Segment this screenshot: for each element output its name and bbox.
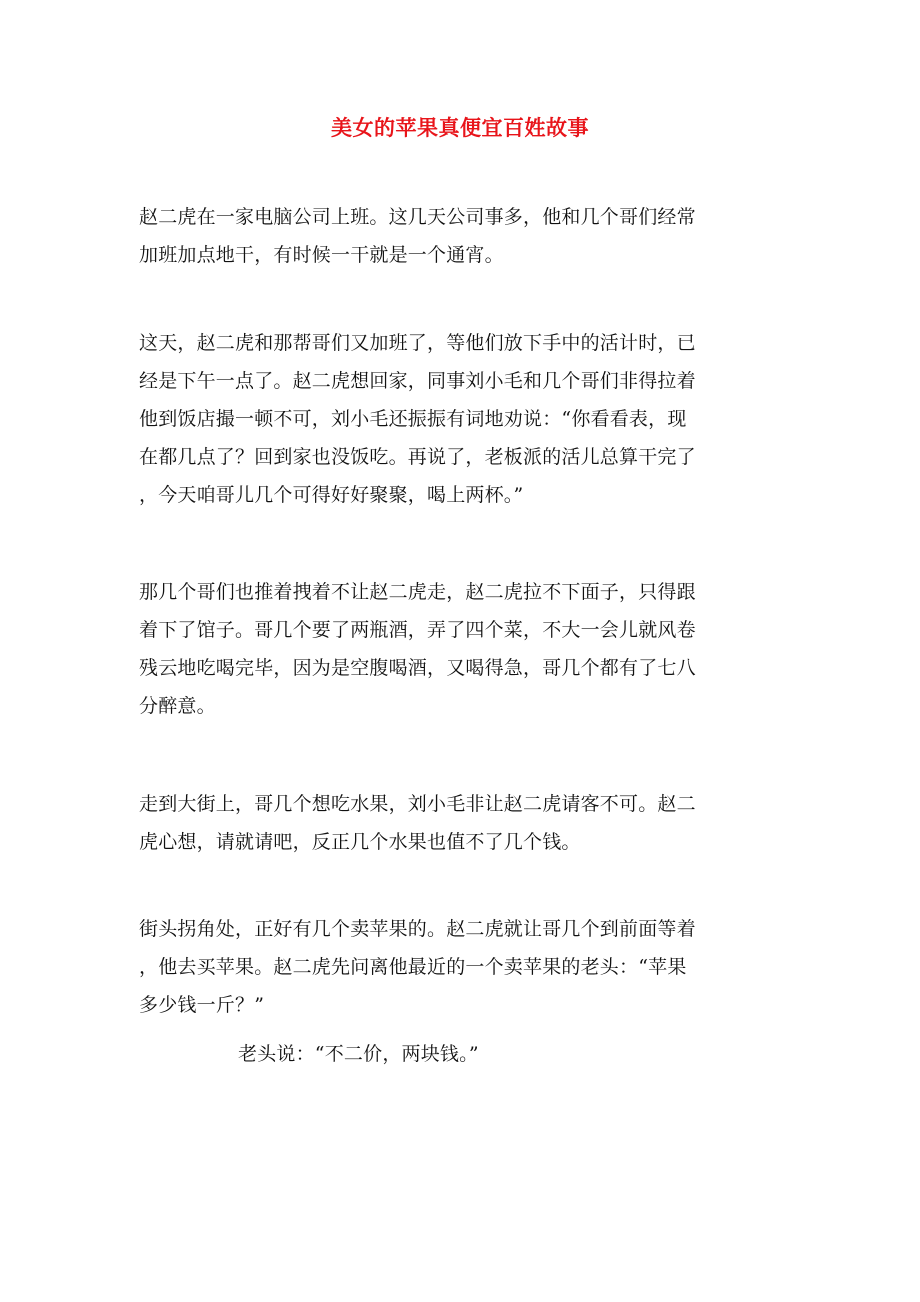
paragraph-line: 走到大街上，哥几个想吃水果，刘小毛非让赵二虎请客不可。赵二 bbox=[139, 793, 696, 815]
paragraph-line: 分醉意。 bbox=[139, 695, 216, 717]
paragraph-line: 残云地吃喝完毕，因为是空腹喝酒，又喝得急，哥几个都有了七八 bbox=[139, 657, 696, 679]
paragraph-line: 多少钱一斤？” bbox=[139, 994, 265, 1016]
paragraph-line: 赵二虎在一家电脑公司上班。这几天公司事多，他和几个哥们经常 bbox=[139, 206, 696, 228]
paragraph-3 bbox=[139, 573, 771, 725]
paragraph-2 bbox=[139, 324, 771, 514]
paragraph-line: ，他去买苹果。赵二虎先问离他最近的一个卖苹果的老头：“苹果 bbox=[139, 956, 687, 978]
paragraph-line: 街头拐角处，正好有几个卖苹果的。赵二虎就让哥几个到前面等着 bbox=[139, 918, 696, 940]
paragraph-4 bbox=[139, 785, 771, 861]
paragraph-line: 他到饭店撮一顿不可，刘小毛还振振有词地劝说：“你看看表，现 bbox=[139, 408, 687, 430]
paragraph-line: 虎心想，请就请吧，反正几个水果也值不了几个钱。 bbox=[139, 831, 581, 853]
paragraph-line: 那几个哥们也推着拽着不让赵二虎走，赵二虎拉不下面子，只得跟 bbox=[139, 581, 696, 603]
paragraph-line: ，今天咱哥儿几个可得好好聚聚，喝上两杯。” bbox=[139, 484, 524, 506]
paragraph-line: 在都几点了？回到家也没饭吃。再说了，老板派的活儿总算干完了 bbox=[139, 446, 696, 468]
paragraph-line: 经是下午一点了。赵二虎想回家，同事刘小毛和几个哥们非得拉着 bbox=[139, 370, 696, 392]
page-title: 美女的苹果真便宜百姓故事 bbox=[331, 115, 589, 140]
paragraph-1 bbox=[139, 198, 771, 274]
quote-line: 老头说：“不二价，两块钱。” bbox=[238, 1043, 479, 1065]
paragraph-5 bbox=[139, 910, 771, 1024]
paragraph-line: 加班加点地干，有时候一干就是一个通宵。 bbox=[139, 244, 504, 266]
paragraph-line: 着下了馆子。哥几个要了两瓶酒，弄了四个菜，不大一会儿就风卷 bbox=[139, 619, 696, 641]
paragraph-line: 这天，赵二虎和那帮哥们又加班了，等他们放下手中的活计时，已 bbox=[139, 332, 696, 354]
